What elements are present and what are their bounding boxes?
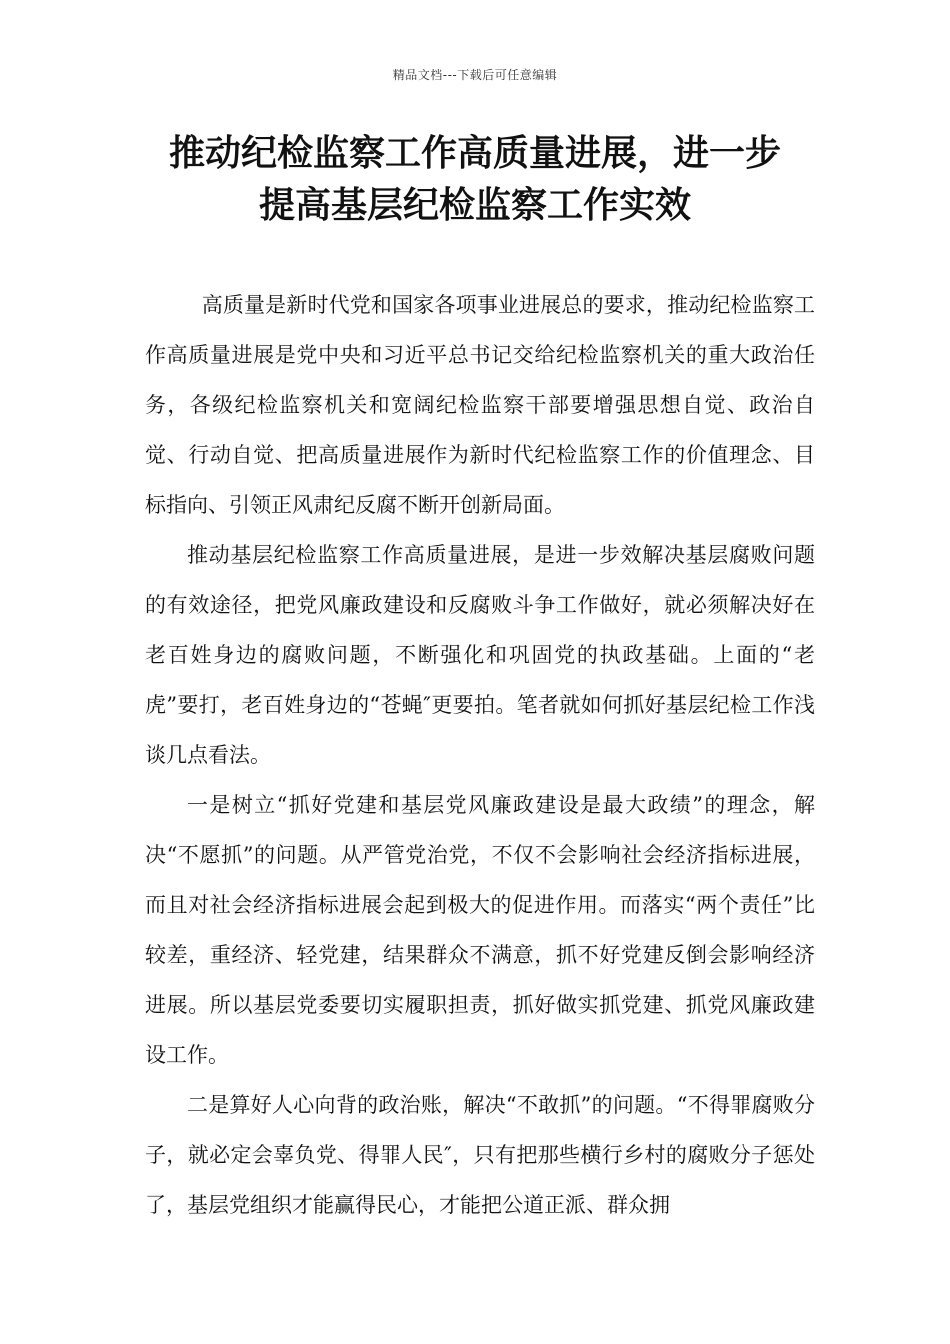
paragraph-3: 一是树立“抓好党建和基层党风廉政建设是最大政绩”的理念，解决“不愿抓”的问题。从严管党治党，不仅不会影响社会经济指标进展，而且对社会经济指标进展会起到极大的促进作用。而落实“两个责任”比较差，重经济、轻党建，结果群众不满意，抓不好党建反倒会影响经济进展。所以基层党委要切实履职担责，抓好做实抓党建、抓党风廉政建设工作。 [145, 793, 815, 1067]
paragraph-2: 推动基层纪检监察工作高质量进展，是进一步效解决基层腐败问题的有效途径，把党风廉政建设和反腐败斗争工作做好，就必须解决好在老百姓身边的腐败问题，不断强化和巩固党的执政基础。上面的“老虎”要打，老百姓身边的“苍蝇″更要拍。笔者就如何抓好基层纪检工作浅谈几点看法。 [145, 543, 815, 767]
document-header-watermark: 精品文档---下载后可任意编辑 [392, 68, 558, 82]
document-body [145, 280, 815, 1230]
document-title-line-1: 推动纪检监察工作高质量进展，进一步 [168, 133, 781, 174]
document-title [90, 128, 860, 232]
document-title-line-2: 提高基层纪检监察工作实效 [258, 185, 691, 226]
paragraph-1: 高质量是新时代党和国家各项事业进展总的要求，推动纪检监察工作高质量进展是党中央和习近平总书记交给纪检监察机关的重大政治任务，各级纪检监察机关和宽阔纪检监察干部要增强思想自觉、政治自觉、行动自觉、把高质量进展作为新时代纪检监察工作的价值理念、目标指向、引领正风肃纪反腐不断开创新局面。 [145, 293, 815, 517]
paragraph-4: 二是算好人心向背的政治账，解决“不敢抓”的问题。“不得罪腐败分子，就必定会辜负党、得罪人民″，只有把那些横行乡村的腐败分子惩处了，基层党组织才能赢得民心，才能把公道正派、群众拥 [145, 1093, 815, 1217]
